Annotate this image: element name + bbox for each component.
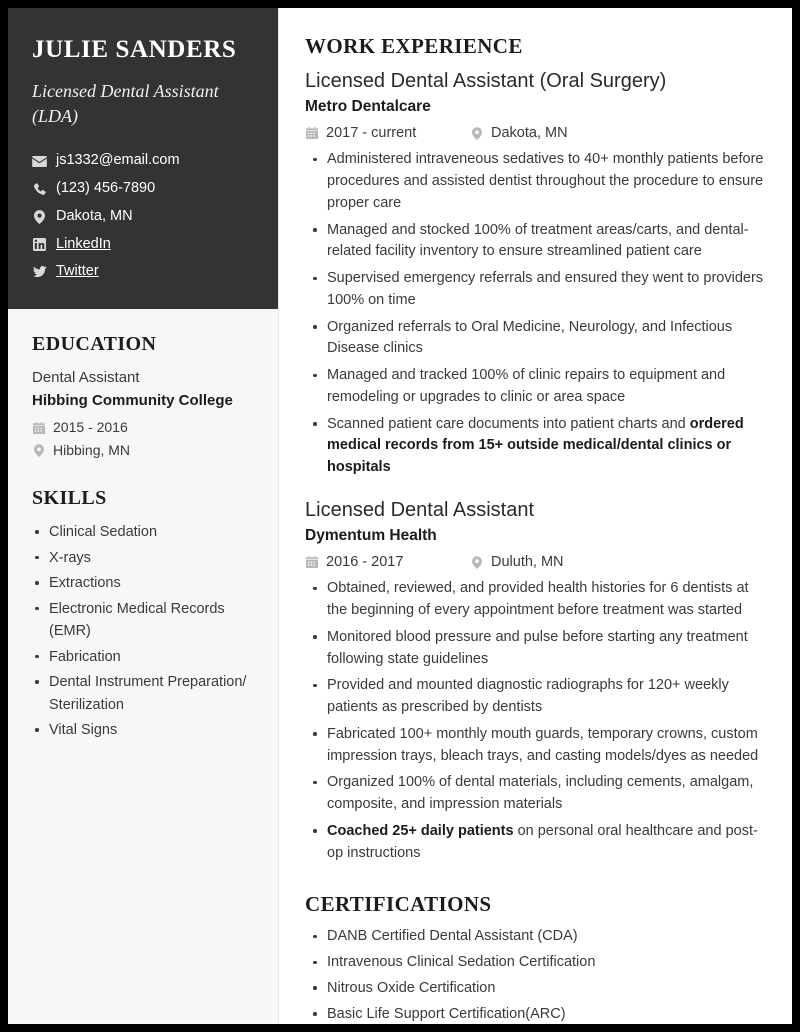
list-item: Provided and mounted diagnostic radiographs for 120+ weekly patients as prescribed by dentists <box>305 675 766 719</box>
job-company: Metro Dentalcare <box>305 98 431 115</box>
list-item: Coached 25+ daily patients on personal oral healthcare and post-op instructions <box>305 821 766 865</box>
certifications-section <box>305 892 766 1024</box>
list-item: Administered intraveneous sedatives to 40+ monthly patients before procedures and assisted dentist throughout the procedure to ensure proper care <box>305 149 766 214</box>
list-item: Obtained, reviewed, and provided health histories for 6 dentists at the beginning of every appointment before treatment was started <box>305 578 766 622</box>
list-item: Supervised emergency referrals and ensured they went to providers 100% on time <box>305 268 766 312</box>
job-dates-row <box>305 551 470 573</box>
location-pin-icon <box>470 127 483 140</box>
contact-list <box>32 150 254 283</box>
list-item: Scanned patient care documents into patient charts and ordered medical records from 15+ outside medical/dental clinics or hospitals <box>305 414 766 479</box>
list-item: Managed and tracked 100% of clinic repairs to equipment and remodeling or upgrades to clinic or area space <box>305 365 766 409</box>
calendar-icon <box>305 127 318 139</box>
envelope-icon <box>32 156 47 167</box>
phone-icon <box>32 183 47 196</box>
list-item: DANB Certified Dental Assistant (CDA) <box>305 926 766 948</box>
location-pin-icon <box>32 444 45 457</box>
main-content <box>279 8 792 1024</box>
job-entry <box>305 497 766 864</box>
contact-location-text: Dakota, MN <box>56 207 133 224</box>
job-location-text: Duluth, MN <box>491 553 564 570</box>
list-item: Organized referrals to Oral Medicine, Neurology, and Infectious Disease clinics <box>305 317 766 361</box>
job-company: Dymentum Health <box>305 526 437 544</box>
linkedin-icon <box>32 238 47 251</box>
contact-item-location <box>32 206 254 228</box>
job-dates-text: 2016 - 2017 <box>326 553 404 570</box>
sidebar-header <box>8 8 278 309</box>
list-item: Managed and stocked 100% of treatment areas/carts, and dental-related facility inventory to ensure streamlined patient care <box>305 220 766 264</box>
education-section <box>32 333 254 461</box>
contact-item-twitter[interactable] <box>32 261 254 283</box>
list-item: X-rays <box>32 547 254 569</box>
sidebar-body <box>8 309 278 1024</box>
education-degree: Dental Assistant <box>32 369 140 387</box>
twitter-icon <box>32 266 47 278</box>
job-meta <box>305 122 766 144</box>
job-location-text: Dakota, MN <box>491 124 568 141</box>
education-school: Hibbing Community College <box>32 391 233 409</box>
job-dates-row <box>305 122 470 144</box>
calendar-icon <box>305 556 318 568</box>
list-item: Dental Instrument Preparation/ Sterilization <box>32 671 254 716</box>
contact-linkedin-text[interactable]: LinkedIn <box>56 235 111 252</box>
candidate-name: JULIE SANDERS <box>32 36 237 63</box>
candidate-headline: Licensed Dental Assistant (LDA) <box>32 80 219 126</box>
job-bullets <box>305 149 766 479</box>
list-item: Fabricated 100+ monthly mouth guards, temporary crowns, custom impression trays, bleach trays, and casting models/dyes as needed <box>305 724 766 768</box>
list-item: Electronic Medical Records (EMR) <box>32 598 254 643</box>
education-location-text: Hibbing, MN <box>53 441 131 458</box>
skills-list <box>32 521 254 741</box>
contact-item-linkedin[interactable] <box>32 234 254 256</box>
list-item: Extractions <box>32 572 254 594</box>
contact-item-phone <box>32 178 254 200</box>
education-location-row <box>32 440 254 462</box>
education-dates-row <box>32 417 254 439</box>
list-item: Monitored blood pressure and pulse before starting any treatment following state guidelines <box>305 627 766 671</box>
calendar-icon <box>32 422 45 434</box>
education-heading: EDUCATION <box>32 333 157 356</box>
list-item: Vital Signs <box>32 719 254 741</box>
contact-item-email <box>32 150 254 172</box>
job-bullets <box>305 578 766 864</box>
list-item: Fabrication <box>32 646 254 668</box>
job-meta <box>305 551 766 573</box>
location-pin-icon <box>470 556 483 569</box>
job-dates-text: 2017 - current <box>326 124 417 141</box>
certifications-list <box>305 926 766 1024</box>
location-pin-icon <box>32 210 47 224</box>
sidebar <box>8 8 279 1024</box>
resume-page <box>8 8 792 1024</box>
contact-email-text: js1332@email.com <box>56 152 180 169</box>
list-item: Organized 100% of dental materials, including cements, amalgam, composite, and impression materials <box>305 772 766 816</box>
work-experience-heading: WORK EXPERIENCE <box>305 34 523 58</box>
skills-section <box>32 487 254 741</box>
job-location-row <box>470 551 564 573</box>
contact-twitter-text[interactable]: Twitter <box>56 263 99 280</box>
list-item: Clinical Sedation <box>32 521 254 543</box>
list-item: Basic Life Support Certification(ARC) <box>305 1004 766 1024</box>
list-item: Intravenous Clinical Sedation Certification <box>305 952 766 974</box>
skills-heading: SKILLS <box>32 487 107 510</box>
job-title: Licensed Dental Assistant <box>305 498 535 521</box>
job-title: Licensed Dental Assistant (Oral Surgery) <box>305 70 667 92</box>
job-location-row <box>470 122 568 144</box>
job-entry <box>305 68 766 479</box>
list-item: Nitrous Oxide Certification <box>305 978 766 1000</box>
education-dates-text: 2015 - 2016 <box>53 418 128 435</box>
certifications-heading: CERTIFICATIONS <box>305 892 492 917</box>
contact-phone-text: (123) 456-7890 <box>56 180 156 197</box>
